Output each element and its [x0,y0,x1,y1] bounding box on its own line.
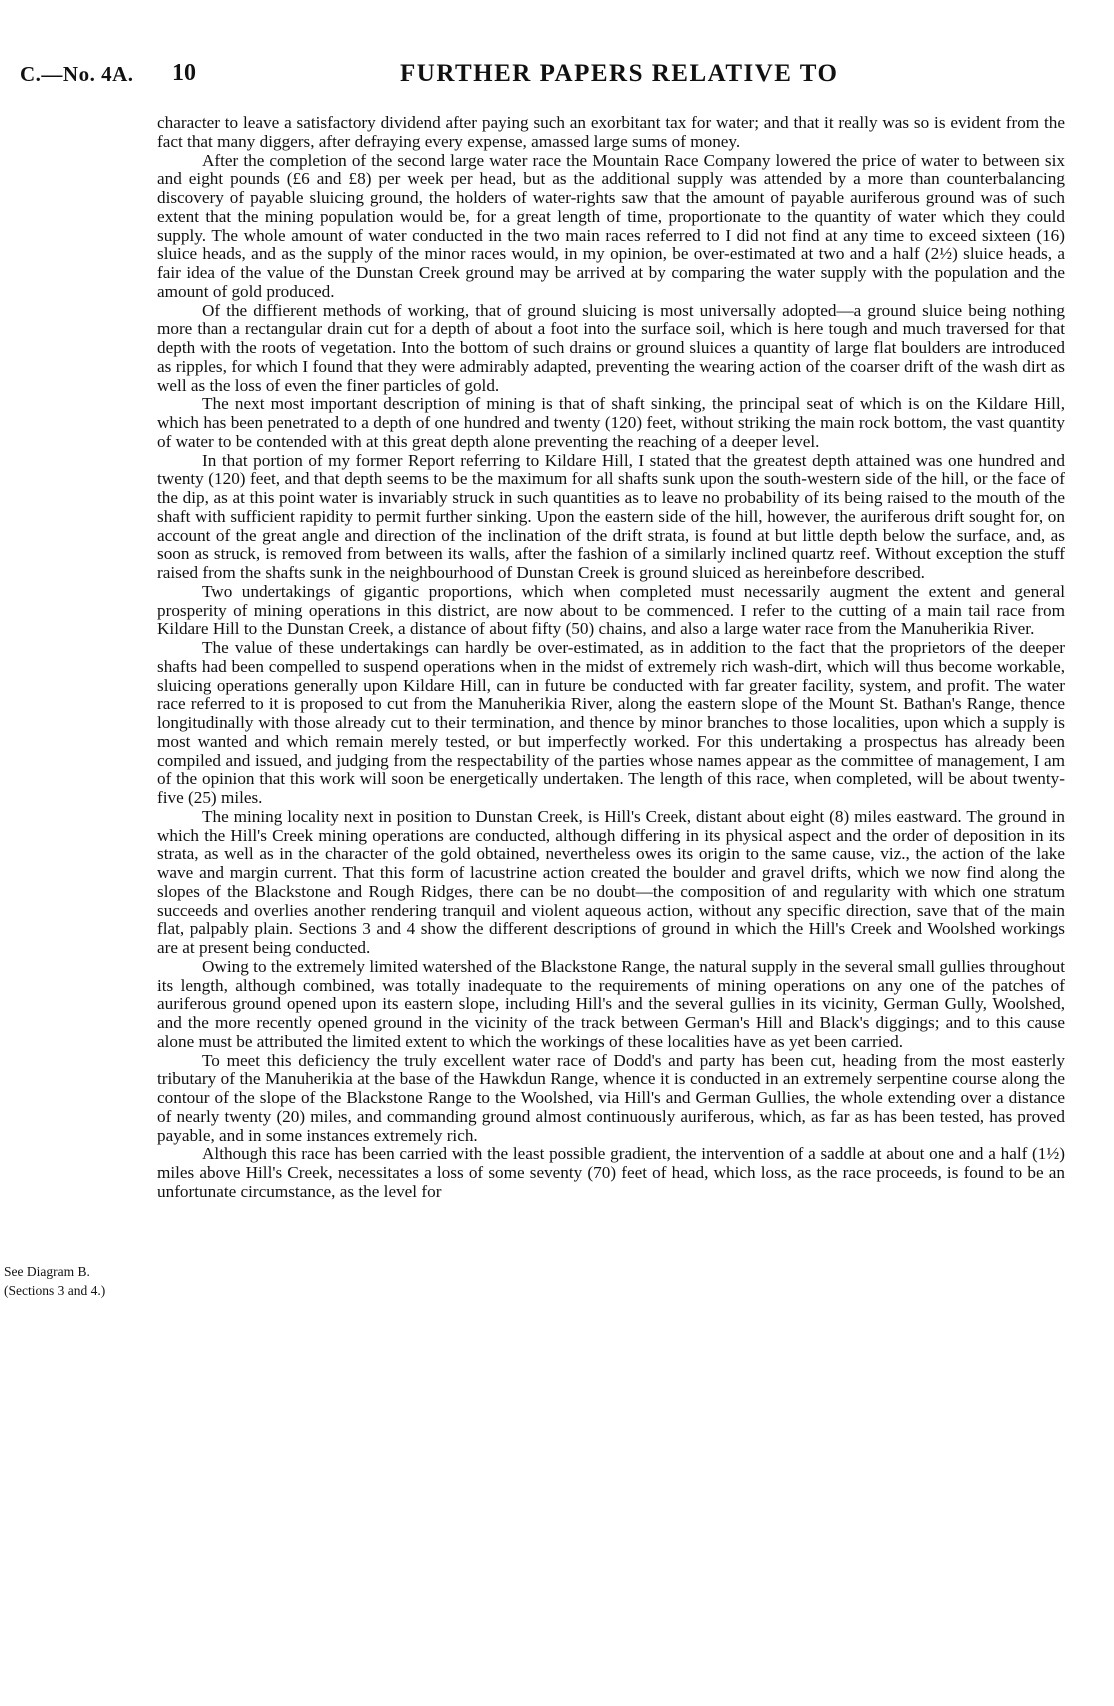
paragraph: In that portion of my former Report referring to Kildare Hill, I stated that the greatest depth attained was one hundred and twenty (120) feet, and that depth seems to be the maximum for all shafts sunk upon the south-western side of the hill, or the face of the dip, as at this point water is invariably struck in such quantities as to leave no probability of its being raised to the mouth of the shaft with sufficient rapidity to permit further sinking. Upon the eastern side of the hill, however, the auriferous drift sought for, on account of the great angle and direction of the inclination of the drift strata, is found at but little depth below the surface, and, as soon as struck, is removed from between its walls, after the fashion of a similarly inclined quartz reef. Without exception the stuff raised from the shafts sunk in the neighbourhood of Dunstan Creek is ground sluiced as hereinbefore described. [157,450,1065,582]
document-reference: C.—No. 4A. [20,62,134,86]
paragraph: The next most important description of mining is that of shaft sinking, the principal seat of which is on the Kildare Hill, which has been penetrated to a depth of one hundred and twenty (120) feet, without striking the main rock bottom, the vast quantity of water to be contended with at this great depth alone preventing the reaching of a deeper level. [157,394,1065,451]
running-title: FURTHER PAPERS RELATIVE TO [400,60,839,87]
margin-note-line: (Sections 3 and 4.) [4,1283,106,1298]
margin-note-line: See Diagram B. [4,1264,90,1279]
paragraph: Owing to the extremely limited watershed of the Blackstone Range, the natural supply in the several small gullies throughout its length, although combined, was totally inadequate to the requirements of mining operations on any one of the patches of auriferous ground opened upon its eastern slope, including Hill's and the several gullies in its vicinity, German Gully, Woolshed, and the more recently opened ground in the vicinity of the track between German's Hill and Black's diggings; and to this cause alone must be attributed the limited extent to which the workings of these localities have as yet been carried. [157,956,1065,1051]
page-number: 10 [172,60,196,86]
paragraph: The value of these undertakings can hardly be over-estimated, as in addition to the fact that the proprietors of the deeper shafts had been compelled to suspend operations when in the midst of extremely rich wash-dirt, which will thus become workable, sluicing operations generally upon Kildare Hill, can in future be conducted with far greater facility, system, and profit. The water race referred to it is proposed to cut from the Manuherikia River, along the eastern slope of the Mount St. Bathan's Range, thence longitudinally with those already cut to their termination, and thence by minor branches to those localities, upon which a supply is most wanted and which remain merely tested, or but imperfectly worked. For this undertaking a prospectus has already been compiled and issued, and judging from the respectability of the parties whose names appear as the committee of management, I am of the opinion that this work will soon be energetically undertaken. The length of this race, when completed, will be about twenty-five (25) miles. [157,638,1065,807]
page-header [20,58,1085,94]
paragraph: The mining locality next in position to Dunstan Creek, is Hill's Creek, distant about eight (8) miles eastward. The ground in which the Hill's Creek mining operations are conducted, although differing in its physical aspect and the order of deposition in its strata, as well as in the character of the gold obtained, nevertheless owes its origin to the same cause, viz., the action of the lake wave and margin current. That this form of lacustrine action created the boulder and gravel drifts, which we now find along the slopes of the Blackstone and Rough Ridges, there can be no doubt—the composition of and regularity with which one stratum succeeds and overlies another rendering tranquil and violent aqueous action, without any specific direction, save that of the main flat, palpably plain. Sections 3 and 4 show the different descriptions of ground in which the Hill's Creek and Woolshed workings are at present being conducted. [157,806,1065,957]
paragraph: After the completion of the second large water race the Mountain Race Company lowered the price of water to between six and eight pounds (£6 and £8) per week per head, but as the additional supply was attended by a more than counterbalancing discovery of payable sluicing ground, the holders of water-rights saw that the amount of payable auriferous ground was of such extent that the mining population would be, for a great length of time, proportionate to the quantity of water which they could supply. The whole amount of water conducted in the two main races referred to I did not find at any time to exceed sixteen (16) sluice heads, and as the supply of the minor races would, in my opinion, be over-estimated at two and a half (2½) sluice heads, a fair idea of the value of the Dunstan Creek ground may be arrived at by comparing the water supply with the population and the amount of gold produced. [157,150,1065,301]
paragraph: character to leave a satisfactory dividend after paying such an exorbitant tax for water; and that it really was so is evident from the fact that many diggers, after defraying every expense, amassed large sums of money. [157,113,1065,151]
paragraph: Of the diffierent methods of working, that of ground sluicing is most universally adopted—a ground sluice being nothing more than a rectangular drain cut for a depth of about a foot into the surface soil, which is here tough and much traversed for that depth with the roots of vegetation. Into the bottom of such drains or ground sluices a quantity of large flat boulders are introduced as ripples, for which I found that they were admirably adapted, preventing the wearing action of the coarser drift of the wash dirt as well as the loss of even the finer particles of gold. [157,300,1065,395]
margin-note [4,1262,154,1300]
paragraph: To meet this deficiency the truly excellent water race of Dodd's and party has been cut, heading from the most easterly tributary of the Manuherikia at the base of the Hawkdun Range, whence it is conducted in an extremely serpentine course along the contour of the slope of the Blackstone Range to the Woolshed, via Hill's and German Gullies, the whole extending over a distance of nearly twenty (20) miles, and commanding ground almost continuously auriferous, which, as far as has been tested, has proved payable, and in some instances extremely rich. [157,1050,1065,1145]
body-text [157,114,1065,1202]
paragraph: Two undertakings of gigantic proportions, which when completed must necessarily augment the extent and general prosperity of mining operations in this district, are now about to be commenced. I refer to the cutting of a main tail race from Kildare Hill to the Dunstan Creek, a distance of about fifty (50) chains, and also a large water race from the Manuherikia River. [157,581,1065,639]
paragraph: Although this race has been carried with the least possible gradient, the intervention of a saddle at about one and a half (1½) miles above Hill's Creek, necessitates a loss of some seventy (70) feet of head, which loss, as the race proceeds, is found to be an unfortunate circumstance, as the level for [157,1144,1065,1201]
